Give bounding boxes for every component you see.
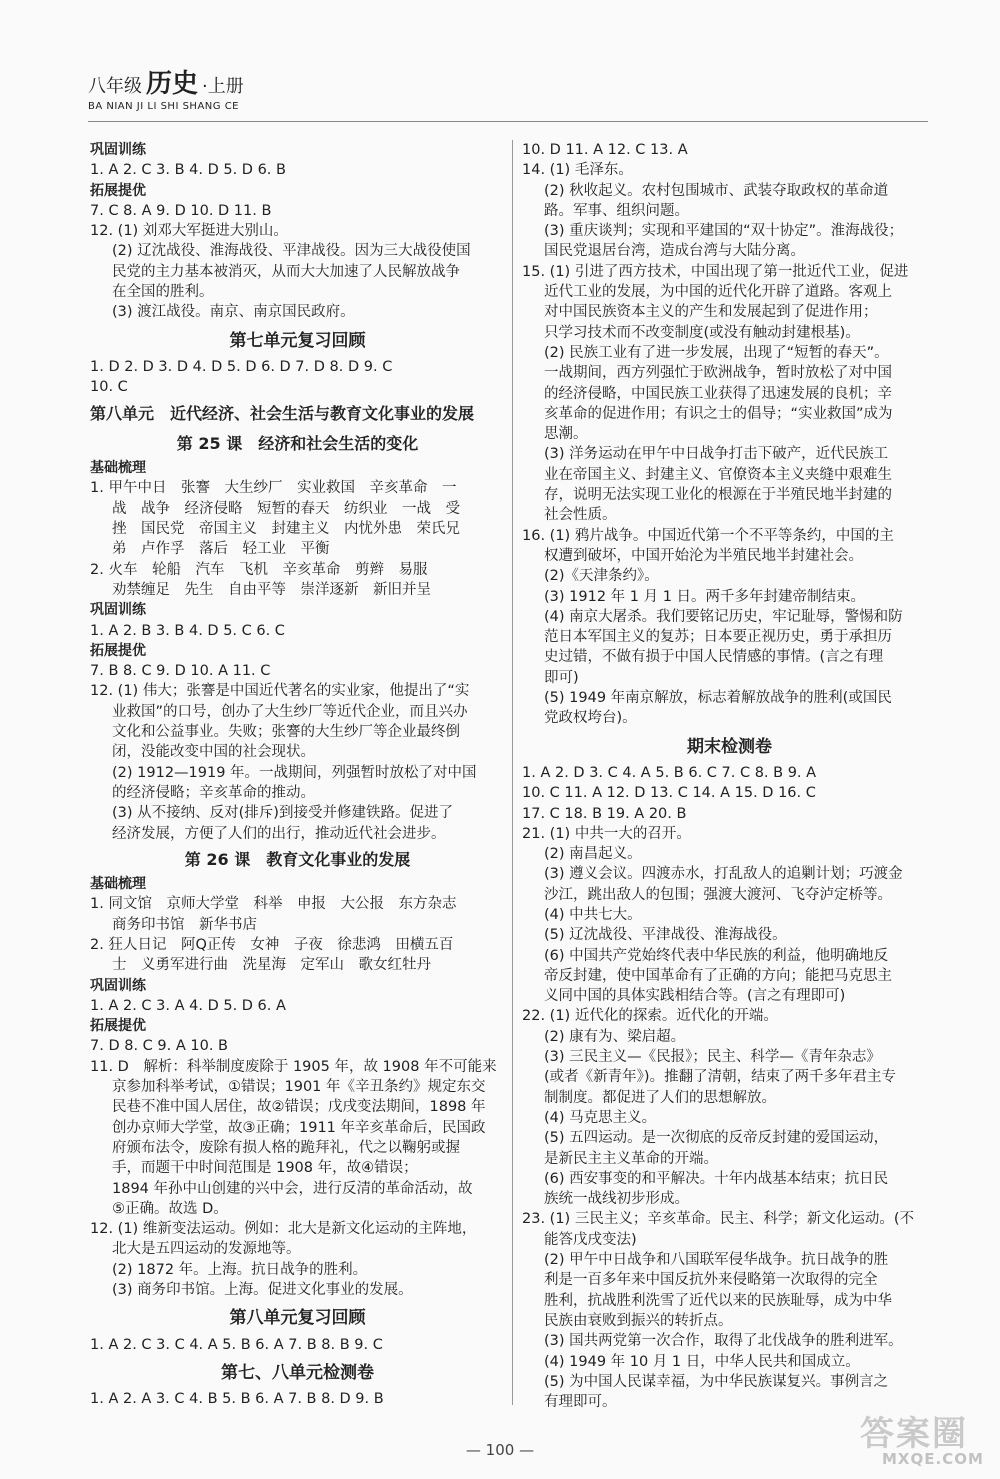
- page-number: — 100 —: [465, 1441, 535, 1459]
- section-heading: 第八单元复习回顾: [229, 1308, 366, 1329]
- left-column: [90, 140, 505, 1410]
- subject-label: 历史: [146, 69, 199, 99]
- answer-line-indented: 义同中国的具体实践相结合等。(言之有理即可): [544, 988, 846, 1005]
- answer-line-indented: 有理即可。: [544, 1394, 617, 1411]
- answer-line: 12. (1) 维新变法运动。例如：北大是新文化运动的主阵地，: [90, 1221, 477, 1238]
- section-heading: 期末检测卷: [687, 736, 772, 757]
- answer-line: 16. (1) 鸦片战争。中国近代第一个不平等条约，中国的主: [522, 527, 894, 544]
- answer-line: 10. D 11. A 12. C 13. A: [522, 142, 688, 158]
- answer-line: 10. C 11. A 12. D 13. C 14. A 15. D 16. C: [522, 785, 816, 802]
- answer-line-indented: 挫 国民党 帝国主义 封建主义 内忧外患 荣氏兄: [112, 521, 460, 538]
- answer-line-indented: 的经济侵略；辛亥革命的推动。: [112, 784, 315, 801]
- section-label: 巩固训练: [90, 602, 146, 619]
- answer-line-indented: 战 战争 经济侵略 短暂的春天 纺织业 一战 受: [112, 500, 460, 517]
- answer-line: 1. A 2. C 3. B 4. D 5. D 6. B: [90, 162, 286, 179]
- answer-line: 1. 同文馆 京师大学堂 科举 申报 大公报 东方杂志: [90, 896, 457, 913]
- answer-line-indented: (4) 南京大屠杀。我们要铭记历史，牢记耻辱，警惕和防: [544, 608, 903, 625]
- answer-line: 1. A 2. B 3. B 4. D 5. C 6. C: [90, 622, 285, 639]
- answer-line-indented: (3) 1912 年 1 月 1 日。两千多年封建帝制结束。: [544, 588, 866, 605]
- answer-line-indented: (2) 1872 年。上海。抗日战争的胜利。: [112, 1261, 368, 1278]
- term-label: ·上册: [202, 76, 244, 97]
- answer-line-indented: 在全国的胜利。: [112, 284, 214, 301]
- answer-line: 7. D 8. C 9. A 10. B: [90, 1038, 228, 1055]
- right-column: [522, 140, 937, 1412]
- answer-line: 22. (1) 近代化的探索。近代化的开端。: [522, 1008, 778, 1025]
- answer-line-indented: (2) 南昌起义。: [544, 846, 642, 863]
- answer-line-indented: (3) 遵义会议。四渡赤水，打乱敌人的追剿计划；巧渡金: [544, 866, 903, 883]
- answer-line-indented: (或者《新青年》)。推翻了清朝，结束了两千多年君主专: [544, 1069, 897, 1086]
- answer-line-indented: (4) 马克思主义。: [544, 1109, 657, 1126]
- answer-line-indented: (3) 三民主义—《民报》；民主、科学—《青年杂志》: [544, 1049, 881, 1066]
- answer-line: 11. D 解析：科举制度废除于 1905 年，故 1908 年不可能来: [90, 1058, 497, 1075]
- watermark-url: MXQE.COM: [882, 1450, 984, 1468]
- page-header: [88, 69, 508, 112]
- answer-line-indented: 帝反封建，使中国革命有了正确的方向；能把马克思主: [544, 967, 892, 984]
- section-label: 拓展提优: [90, 182, 146, 199]
- section-label: 巩固训练: [90, 977, 146, 994]
- answer-line-indented: 一战期间，西方列强忙于欧洲战争，暂时放松了对中国: [544, 365, 892, 382]
- section-label: 巩固训练: [90, 142, 146, 158]
- answer-line-indented: (3) 重庆谈判；实现和平建国的“双十协定”。淮海战役；: [544, 223, 904, 240]
- answer-line-indented: 党政权垮台)。: [544, 710, 637, 727]
- answer-line-indented: (5) 五四运动。是一次彻底的反帝反封建的爱国运动，: [544, 1130, 889, 1147]
- answer-line: 1. A 2. D 3. C 4. A 5. B 6. C 7. C 8. B 9. A: [522, 764, 817, 781]
- lesson-heading: 第 25 课 经济和社会生活的变化: [176, 433, 419, 453]
- answer-line-indented: 沙江，跳出敌人的包围；强渡大渡河、飞夺泸定桥等。: [544, 886, 892, 903]
- answer-line-indented: 思潮。: [544, 426, 588, 443]
- lesson-heading: 第 26 课 教育文化事业的发展: [184, 849, 411, 869]
- grade-label: 八年级: [88, 76, 142, 97]
- column-divider: [512, 140, 513, 1405]
- answer-line-indented: (6) 中国共产党始终代表中华民族的利益，他明确地反: [544, 947, 889, 964]
- answer-line-indented: 业在帝国主义、封建主义、官僚资本主义夹缝中艰难生: [544, 466, 892, 483]
- answer-line-indented: 史过错，不做有损于中国人民情感的事情。(言之有理: [544, 649, 884, 666]
- answer-line-indented: 业救国”的口号，创办了大生纱厂等近代企业，而且兴办: [112, 703, 468, 720]
- answer-line: 2. 火车 轮船 汽车 飞机 辛亥革命 剪辫 易服: [90, 561, 428, 578]
- answer-line-indented: 手，而题干中时间范围是 1908 年，故④错误；: [112, 1160, 418, 1177]
- answer-line-indented: 闭，没能改变中国的社会现状。: [112, 744, 315, 761]
- answer-line-indented: 商务印书馆 新华书店: [112, 916, 257, 933]
- answer-line-indented: 是新民主主义革命的开端。: [544, 1150, 718, 1167]
- answer-line: 15. (1) 引进了西方技术，中国出现了第一批近代工业，促进: [522, 263, 909, 280]
- answer-line-indented: (3) 从不接纳、反对(排斥)到接受并修建铁路。促进了: [112, 805, 453, 822]
- answer-line: 10. C: [90, 379, 128, 396]
- answer-line-indented: (3) 渡江战役。南京、南京国民政府。: [112, 304, 355, 321]
- answer-line-indented: (2) 民族工业有了进一步发展，出现了“短暂的春天”。: [544, 344, 889, 361]
- answer-line-indented: 即可): [544, 669, 579, 686]
- answer-line-indented: 能答戊戌变法): [544, 1231, 637, 1248]
- answer-line-indented: 胜利，抗战胜利洗雪了近代以来的民族耻辱，成为中华: [544, 1292, 892, 1309]
- answer-line-indented: (3) 商务印书馆。上海。促进文化事业的发展。: [112, 1282, 413, 1299]
- answer-line-indented: (4) 中共七大。: [544, 906, 642, 923]
- answer-line: 14. (1) 毛泽东。: [522, 162, 633, 179]
- answer-line-indented: ⑤正确。故选 D。: [112, 1200, 228, 1217]
- answer-line-indented: 存，说明无法实现工业化的根源在于半殖民地半封建的: [544, 487, 892, 504]
- answer-line-indented: 1894 年孙中山创建的兴中会，进行反清的革命活动，故: [112, 1180, 473, 1197]
- book-title: [88, 69, 508, 99]
- answer-line-indented: 国民党退居台湾，造成台湾与大陆分离。: [544, 243, 805, 260]
- answer-line-indented: 京参加科举考试，①错误；1901 年《辛丑条约》规定东交: [112, 1079, 486, 1096]
- answer-line-indented: 士 义勇军进行曲 洗星海 定军山 歌女红牡丹: [112, 957, 431, 974]
- answer-line-indented: 路。军事、组织问题。: [544, 202, 689, 219]
- answer-line: 2. 狂人日记 阿Q正传 女神 子夜 徐悲鸿 田横五百: [90, 936, 454, 953]
- answer-line-indented: (2) 1912—1919 年。一战期间，列强暂时放松了对中国: [112, 764, 477, 781]
- answer-line: 1. D 2. D 3. D 4. D 5. D 6. D 7. D 8. D 9. C: [90, 358, 393, 375]
- answer-line: 7. C 8. A 9. D 10. D 11. B: [90, 202, 272, 219]
- answer-line-indented: 民巷不准中国人居住，故②错误；戊戌变法期间，1898 年: [112, 1099, 486, 1116]
- answer-line: 12. (1) 伟大；张謇是中国近代著名的实业家，他提出了“实: [90, 683, 470, 700]
- section-label: 拓展提优: [90, 642, 146, 659]
- answer-line-indented: (2) 秋收起义。农村包围城市、武装夺取政权的革命道: [544, 182, 889, 199]
- answer-line: 1. A 2. C 3. A 4. D 5. D 6. A: [90, 997, 286, 1014]
- answer-line-indented: 的经济侵略，中国民族工业获得了迅速发展的良机；辛: [544, 385, 892, 402]
- answer-line-indented: 对中国民族资本主义的产生和发展起到了促进作用；: [544, 304, 878, 321]
- answer-line: 7. B 8. C 9. D 10. A 11. C: [90, 663, 271, 680]
- answer-line-indented: (3) 国共两党第一次合作，取得了北伐战争的胜利进军。: [544, 1333, 903, 1350]
- answer-line-indented: 亥革命的促进作用；有识之士的倡导；“实业救国”成为: [544, 405, 893, 422]
- watermark: [842, 1402, 992, 1472]
- answer-line-indented: 文化和公益事业。失败；张謇的大生纱厂等企业最终倒: [112, 724, 460, 741]
- answer-line-indented: 利是一百多年来中国反抗外来侵略第一次取得的完全: [544, 1272, 878, 1289]
- section-label: 基础梳理: [90, 876, 146, 893]
- pinyin-subtitle: BA NIAN JI LI SHI SHANG CE: [88, 101, 239, 112]
- answer-line-indented: 范日本军国主义的复苏；日本要正视历史，勇于承担历: [544, 629, 892, 646]
- answer-line-indented: 只学习技术而不改变制度(或没有触动封建根基)。: [544, 324, 860, 341]
- answer-line: 1. 甲午中日 张謇 大生纱厂 实业救国 辛亥革命 一: [90, 480, 457, 497]
- answer-line: 1. A 2. A 3. C 4. B 5. B 6. A 7. B 8. D 9. B: [90, 1391, 384, 1408]
- answer-line-indented: (4) 1949 年 10 月 1 日，中华人民共和国成立。: [544, 1353, 860, 1370]
- answer-line-indented: 劝禁缠足 先生 自由平等 崇洋逐新 新旧并呈: [112, 581, 431, 598]
- header-divider: [88, 121, 928, 122]
- section-heading: 第七、八单元检测卷: [221, 1362, 374, 1383]
- unit-heading: 第八单元 近代经济、社会生活与教育文化事业的发展: [90, 403, 475, 423]
- answer-line-indented: (2)《天津条约》。: [544, 568, 659, 585]
- answer-line: 21. (1) 中共一大的召开。: [522, 825, 691, 842]
- answer-line-indented: (2) 康有为、梁启超。: [544, 1028, 686, 1045]
- answer-line-indented: 族统一战线初步形成。: [544, 1191, 689, 1208]
- answer-line: 12. (1) 刘邓大军挺进大别山。: [90, 223, 288, 240]
- answer-line-indented: (5) 为中国人民谋幸福，为中华民族谋复兴。事例言之: [544, 1373, 889, 1390]
- answer-line-indented: 创办京师大学堂，故③正确；1911 年辛亥革命后，民国政: [112, 1119, 486, 1136]
- answer-line-indented: (6) 西安事变的和平解决。十年内战基本结束；抗日民: [544, 1170, 889, 1187]
- answer-line-indented: 经济发展，方便了人们的出行，推动近代社会进步。: [112, 825, 446, 842]
- answer-line-indented: (3) 洋务运动在甲午中日战争打击下破产，近代民族工: [544, 446, 889, 463]
- section-label: 拓展提优: [90, 1018, 146, 1035]
- answer-line-indented: 民族由衰败到振兴的转折点。: [544, 1312, 733, 1329]
- answer-line-indented: (2) 辽沈战役、淮海战役、平津战役。因为三大战役使国: [112, 243, 471, 260]
- answer-line: 23. (1) 三民主义；辛亥革命。民主、科学；新文化运动。(不: [522, 1211, 914, 1228]
- answer-line-indented: 制制度。都促进了人们的思想解放。: [544, 1089, 776, 1106]
- answer-line-indented: 近代工业的发展，为中国的近代化开辟了道路。客观上: [544, 284, 892, 301]
- answer-line-indented: 民党的主力基本被消灭，从而大大加速了人民解放战争: [112, 263, 460, 280]
- section-label: 基础梳理: [90, 460, 146, 477]
- answer-line-indented: 府颁布法令，废除有损人格的跪拜礼，代之以鞠躬或握: [112, 1139, 460, 1156]
- answer-line-indented: (5) 辽沈战役、平津战役、淮海战役。: [544, 927, 787, 944]
- section-heading: 第七单元复习回顾: [229, 330, 366, 351]
- answer-line-indented: 权遭到破坏，中国开始沦为半殖民地半封建社会。: [544, 547, 863, 564]
- watermark-logo-text: 答案圈: [860, 1414, 968, 1454]
- answer-line-indented: 弟 卢作孚 落后 轻工业 平衡: [112, 541, 330, 558]
- answer-line-indented: 北大是五四运动的发源地等。: [112, 1241, 301, 1258]
- answer-line: 17. C 18. B 19. A 20. B: [522, 805, 687, 822]
- answer-line: 1. A 2. C 3. C 4. A 5. B 6. A 7. B 8. B 9. C: [90, 1336, 383, 1353]
- answer-line-indented: (5) 1949 年南京解放，标志着解放战争的胜利(或国民: [544, 690, 892, 707]
- answer-line-indented: (2) 甲午中日战争和八国联军侵华战争。抗日战争的胜: [544, 1252, 889, 1269]
- answer-line-indented: 社会性质。: [544, 507, 617, 524]
